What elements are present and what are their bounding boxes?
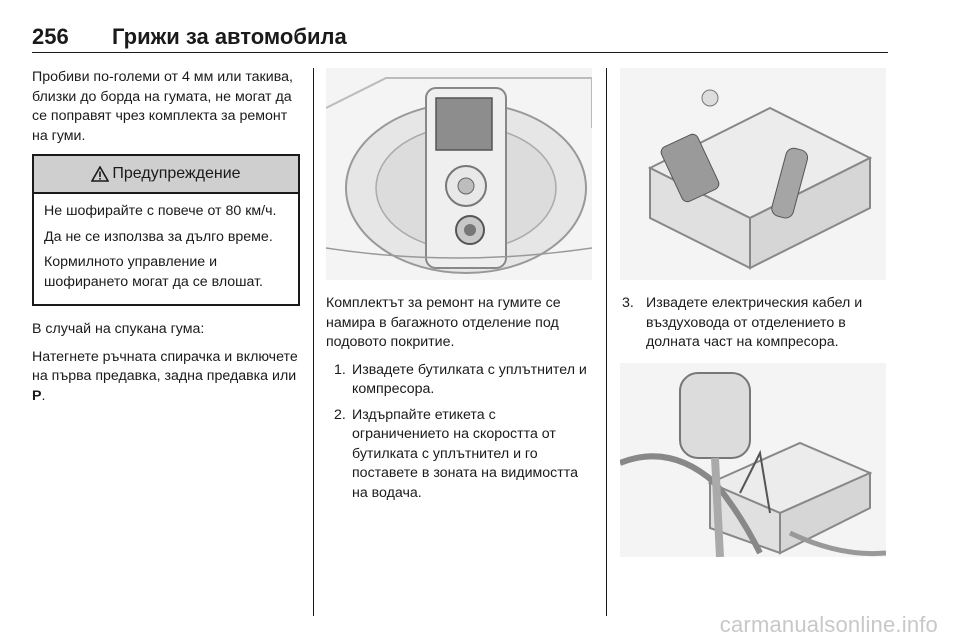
warning-body	[34, 194, 298, 304]
step-number: 2.	[334, 406, 346, 423]
cable-hose-illustration	[620, 363, 886, 557]
handbrake-text: Натегнете ръчната спирачка и включете на първа предавка, задна предавка или	[32, 348, 298, 384]
intro-paragraph: Пробиви по-големи от 4 мм или такива, близки до борда на гумата, не могат да се поправят чрез комплекта за ремонт на гуми.	[32, 69, 293, 144]
warning-line: Не шофирайте с повече от 80 км/ч.	[44, 203, 277, 219]
column-middle	[326, 68, 596, 509]
step-text: Извадете електрическия кабел и въздуховода от отделението в долната част на компресора.	[646, 295, 863, 350]
warning-title: Предупреждение	[112, 165, 241, 183]
location-caption: Комплектът за ремонт на гумите се намира в багажното отделение под подовото покритие.	[326, 295, 561, 350]
header-rule	[32, 52, 888, 53]
handbrake-paragraph	[32, 348, 300, 407]
column-left	[32, 68, 300, 414]
list-item	[620, 294, 890, 353]
handbrake-period: .	[41, 387, 46, 404]
column-right	[620, 68, 890, 557]
column-divider	[606, 68, 607, 616]
warning-header	[34, 156, 298, 194]
step-number: 1.	[334, 361, 346, 378]
warning-line: Да не се използва за дълго време.	[44, 228, 273, 245]
instruction-list	[620, 294, 890, 353]
trunk-illustration	[326, 68, 592, 280]
list-item	[326, 406, 596, 504]
column-divider	[313, 68, 314, 616]
list-item	[326, 361, 596, 400]
flat-tire-paragraph: В случай на спукана гума:	[32, 321, 205, 337]
warning-line: Кормилното управление и шофирането могат да се влошат.	[44, 254, 264, 290]
step-text: Извадете бутилката с уплътнител и компресора.	[352, 361, 587, 397]
park-gear-label: P	[32, 387, 42, 404]
instruction-list	[326, 361, 596, 504]
warning-triangle-icon	[91, 166, 109, 182]
step-text: Издърпайте етикета с ограничението на скоростта от бутилката с уплътнител и го поставете в зоната на видимостта на водача.	[352, 406, 578, 501]
warning-box	[32, 154, 300, 306]
page-title: Грижи за автомобила	[112, 24, 347, 49]
step-number: 3.	[622, 295, 634, 311]
page-number: 256	[32, 24, 69, 49]
compressor-box-illustration	[620, 68, 886, 280]
watermark: carmanualsonline.info	[719, 612, 938, 637]
page-header	[32, 24, 888, 54]
